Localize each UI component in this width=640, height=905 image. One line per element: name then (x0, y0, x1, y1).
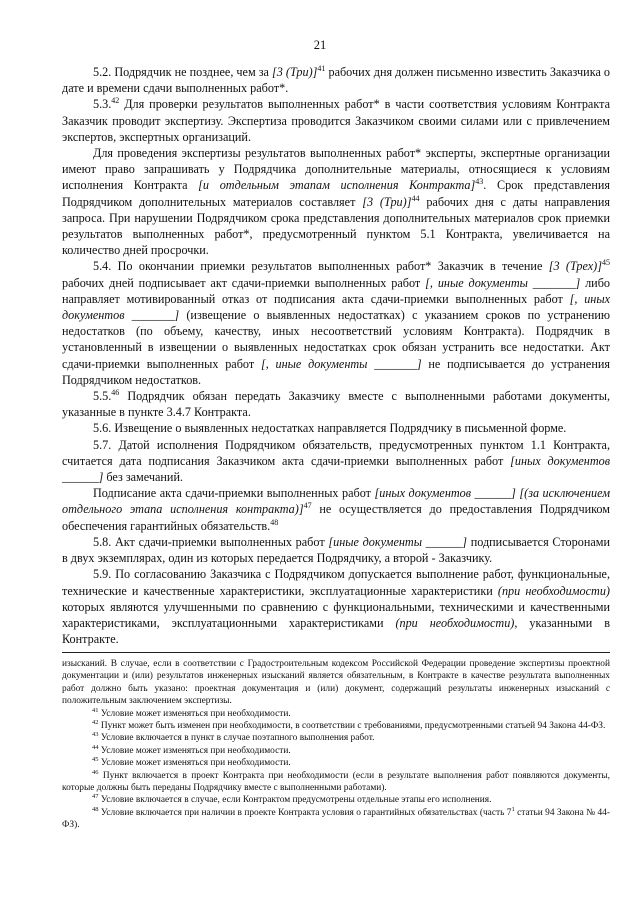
paragraph-5-8: 5.8. Акт сдачи-приемки выполненных работ [иные документы ______] подписывается Сторонами в двух экземплярах, один из которых передается Подрядчику, а второй - Заказчику. (62, 534, 610, 566)
paragraph-5-2: 5.2. Подрядчик не позднее, чем за [3 (Три)]$^{41}$ рабочих дня должен письменно известить Заказчика о дате и времени сдачи выполненных работ*. (62, 63, 610, 96)
paragraph-5-6: 5.6. Извещение о выявленных недостатках направляется Подрядчику в письменной форме. (93, 421, 567, 436)
paragraph-5-7: 5.7. Датой исполнения Подрядчиком обязательств, предусмотренных пунктом 1.1 Контракта, считается дата подписания Заказчиком акта сдачи-приемки выполненных работ [иных документов ______] без замечаний. (62, 437, 610, 485)
footnote-46: $^{46}$ Пункт включается в проект Контракта при необходимости (если в результате выполнения работ появляются документы, которые должны быть переданы Подрядчику вместе с выполненными работами). (62, 768, 610, 794)
footnote-45: $^{45}$ Условие может изменяться при необходимости. (92, 756, 291, 769)
footnote-ref: 45 (601, 258, 610, 268)
footnote-43: $^{43}$ Условие включается в пункт в случае поэтапного выполнения работ. (92, 731, 375, 744)
footnote-ref: 48 (270, 517, 279, 527)
footnote-44: $^{44}$ Условие может изменяться при необходимости. (92, 743, 291, 756)
footnote-ref: 42 (111, 96, 120, 106)
footnote-47: $^{47}$ Условие включается в случае, если Контрактом предусмотрены отдельные этапы его исполнения. (92, 793, 492, 806)
paragraph-5-9: 5.9. По согласованию Заказчика с Подрядчиком допускается выполнение работ, функциональные, технические и качественные характеристики, эксплуатационные характеристики (при необходимости) которых являются улучшенными по сравнению с функциональными, техническими и качественными характеристиками, эксплуатационными характеристиками (при необходимости), указанными в Контракте. (62, 567, 610, 647)
footnote-ref: 41 (317, 63, 326, 73)
footnote-ref: 47 (303, 501, 312, 511)
paragraph-expertise: Для проведения экспертизы результатов выполненных работ* эксперты, экспертные организации имеют право запрашивать у Подрядчика дополнительные материалы, относящиеся к условиям исполнения Контракта [и отдельным этапам исполнения Контракта]$^{43}$. Срок представления Подрядчиком дополнительных материалов составляет [3 (Три)]$^{44}$ рабочих дня с даты направления запроса. При нарушении Подрядчиком срока представления дополнительных материалов срок приемки результатов выполненных работ*, предусмотренный пунктом 5.1 Контракта, увеличивается на количество дней просрочки. (62, 146, 611, 258)
document-body (62, 64, 610, 647)
footnote-42: $^{42}$ Пункт может быть изменен при необходимости, в соответствии с требованиями, предусмотренными статьей 94 Закона 44-ФЗ. (92, 718, 606, 732)
footnote-divider (62, 652, 610, 653)
footnote-ref: 43 (475, 177, 484, 187)
paragraph-5-3: 5.3.42 Для проверки результатов выполненных работ* в части соответствия условиям Контракта Заказчик проводит экспертизу. Экспертиза проводится Заказчиком своими силами или с привлечением экспертов, экспертных организаций. (62, 96, 610, 144)
paragraph-signing: Подписание акта сдачи-приемки выполненных работ [иных документов ______] [(за исключением отдельного этапа исполнения контракта)]$^{47}$ не осуществляется до предоставления Подрядчиком обеспечения гарантийных обязательств.$^{48}$ (62, 486, 610, 533)
paragraph-5-5: 5.5.46 Подрядчик обязан передать Заказчику вместе с выполненными работами документы, указанные в пункте 3.4.7 Контракта. (62, 388, 610, 420)
footnote-continuation: изысканий. В случае, если в соответствии с Градостроительным кодексом Российской Федерации проведение экспертизы проектной документации и (или) результатов инженерных изысканий является обязательным, в Контракте в качестве результата выполненных работ должно быть указано: проектная документация и (или) документ, содержащий результаты инженерных изысканий с положительным заключением экспертизы. (62, 659, 610, 707)
footnote-ref: 46 (111, 388, 120, 397)
footnotes (62, 658, 610, 832)
paragraph-5-4: 5.4. По окончании приемки результатов выполненных работ* Заказчик в течение [3 (Трех)]$^{45}$ рабочих дней подписывает акт сдачи-приемки выполненных работ [, иные документы _______] либо направляет мотивированный отказ от подписания акта сдачи-приемки выполненных работ [, иных документов _______] (извещение о выявленных недостатках) с указанием сроков по устранению недостатков (по объему, качеству, иных несоответствий условиям Контракта). Подрядчик в установленный в извещении о выявленных недостатках срок обязан устранить все недостатки. Акт сдачи-приемки выполненных работ [, иные документы _______] не подписывается до устранения Подрядчиком недостатков. (62, 258, 611, 387)
footnote-48: $^{48}$ Условие включается при наличии в проекте Контракта условия о гарантийных обязательствах (часть $7^1$ статьи 94 Закона № 44-ФЗ). (62, 805, 610, 831)
footnote-41: $^{41}$ Условие может изменяться при необходимости. (92, 706, 291, 719)
footnote-ref: 44 (411, 193, 420, 203)
page-number: 21 (313, 38, 327, 52)
